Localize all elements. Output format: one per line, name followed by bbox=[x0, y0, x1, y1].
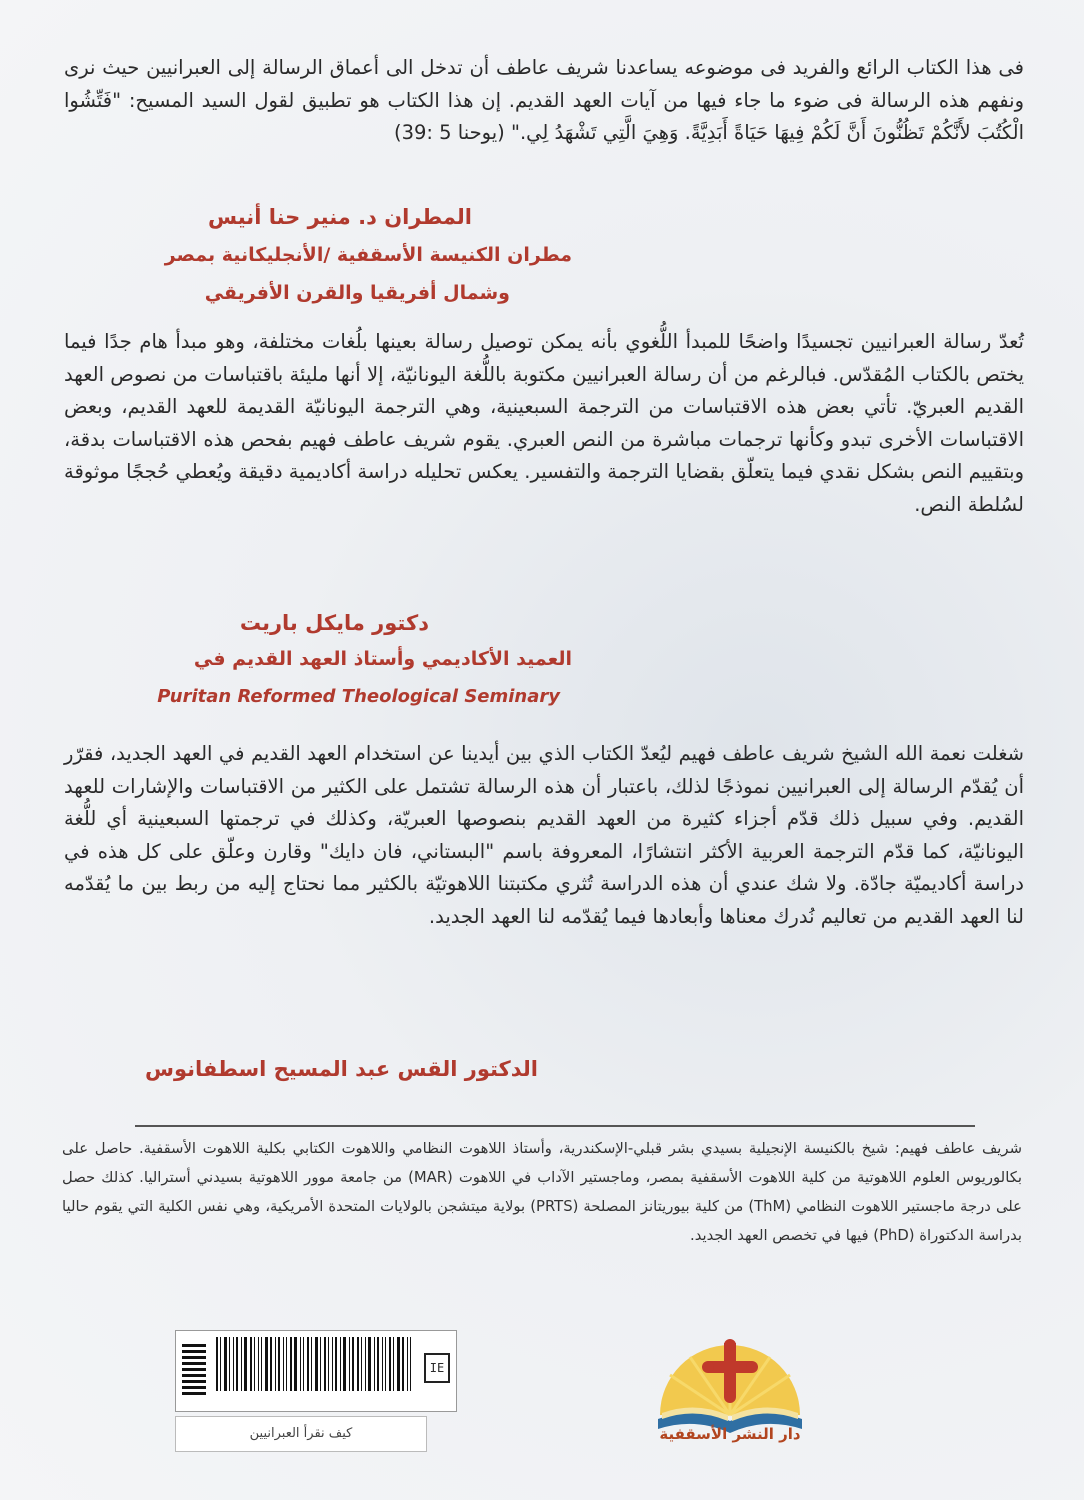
endorsement-1-title-line2: وشمال أفريقيا والقرن الأفريقي bbox=[204, 282, 510, 304]
endorsement-1-text bbox=[64, 52, 1024, 150]
barcode-bar bbox=[294, 1337, 297, 1391]
barcode-bar bbox=[261, 1337, 262, 1391]
barcode-bar bbox=[361, 1337, 362, 1391]
barcode-bar bbox=[315, 1337, 318, 1391]
barcode-bar bbox=[307, 1337, 309, 1391]
barcode-bar bbox=[389, 1337, 391, 1391]
barcode-bar bbox=[397, 1337, 400, 1391]
barcode-bar bbox=[286, 1337, 287, 1391]
barcode-bar bbox=[393, 1337, 394, 1391]
barcode-bar bbox=[410, 1337, 411, 1391]
barcode-bar bbox=[368, 1337, 371, 1391]
barcode-bar bbox=[324, 1337, 326, 1391]
barcode-bar bbox=[265, 1337, 268, 1391]
barcode-bar bbox=[365, 1337, 366, 1391]
barcode-bar bbox=[224, 1337, 227, 1391]
barcode-bar bbox=[278, 1337, 280, 1391]
barcode-bar bbox=[385, 1337, 386, 1391]
barcode-bar bbox=[402, 1337, 404, 1391]
endorsement-2-title-line1: العميد الأكاديمي وأستاذ العهد القديم في bbox=[193, 648, 572, 670]
barcode-bar bbox=[250, 1337, 252, 1391]
barcode bbox=[175, 1330, 457, 1412]
barcode-bar bbox=[407, 1337, 408, 1391]
barcode-bar bbox=[275, 1337, 276, 1391]
author-bio-text: شريف عاطف فهيم: شيخ بالكنيسة الإنجيلية بسيدي بشر قبلي-الإسكندرية، وأستاذ اللاهوت النظامي واللاهوت الكتابي بكلية اللاهوت الأسقفية. حاصل على بكالوريوس العلوم اللاهوتية من كلية اللاهوت الأسقفية بمصر، وماجستير الآداب في اللاهوت (MAR) من جامعة موور اللاهوتية بسيدني أستراليا. كذلك حصل على درجة ماجستير اللاهوت النظامي (ThM) من كلية بيوريتانز المصلحة (PRTS) بولاية ميتشجن بالولايات المتحدة الأمريكية، وهي نفس الكلية التي يقوم حاليا بدراسة الدكتوراة (PhD) فيها في تخصص العهد الجديد. bbox=[62, 1140, 1023, 1244]
endorsement-2-seminary bbox=[80, 680, 560, 714]
barcode-bar bbox=[328, 1337, 329, 1391]
barcode-bar bbox=[241, 1337, 242, 1391]
endorsement-2-author: دكتور مايكل باريت bbox=[239, 611, 429, 635]
endorsement-3-paragraph: شغلت نعمة الله الشيخ شريف عاطف فهيم ليُعدّ الكتاب الذي بين أيدينا عن استخدام العهد القديم في العهد الجديد، فقرّر أن يُقدّم الرسالة إلى العبرانيين نموذجًا لذلك، باعتبار أن هذه الرسالة تشتمل على الكثير من الاقتباسات والإشارات للعهد القديم. وفي سبيل ذلك قدّم أجزاء كثيرة من العهد القديم بنصوصها العبريّة، وكذلك في ترجمتها السبعينية أي للُّغة اليونانيّة، كما قدّم الترجمة العربية الأكثر انتشارًا، المعروفة باسم "البستاني، فان دايك" وقارن وعلّق على كل هذه في دراسة أكاديميّة جادّة. ولا شك عندي أن هذه الدراسة تُثري مكتبتنا اللاهوتيّة بالكثير مما نحتاج إليه من ربط بين ما يُقدّمه لنا العهد القديم من تعاليم نُدرك معناها وأبعادها فيما يُقدّمه لنا العهد الجديد. bbox=[64, 742, 1024, 928]
barcode-bar bbox=[220, 1337, 221, 1391]
endorsement-1-title-2 bbox=[205, 274, 510, 312]
barcode-bar bbox=[343, 1337, 346, 1391]
barcode-bar bbox=[216, 1337, 218, 1391]
barcode-bar bbox=[300, 1337, 301, 1391]
barcode-bar bbox=[244, 1337, 247, 1391]
endorsement-1-paragraph: فى هذا الكتاب الرائع والفريد فى موضوعه يساعدنا شريف عاطف أن تدخل الى أعماق الرسالة إلى العبرانيين حيث نرى ونفهم هذه الرسالة فى ضوء ما جاء فيها من آيات العهد القديم. إن هذا الكتاب هو تطبيق لقول السيد المسيح: "فَتِّشُوا الْكُتُبَ لأَنَّكُمْ تَظُنُّونَ أَنَّ لَكُمْ فِيهَا حَيَاةً أَبَدِيَّةً. وَهِيَ الَّتِي تَشْهَدُ لِي." (يوحنا 5 :39) bbox=[64, 56, 1024, 144]
publisher-logo-icon bbox=[640, 1335, 820, 1465]
barcode-bar bbox=[229, 1337, 230, 1391]
book-title-label: كيف نقرأ العبرانيين bbox=[175, 1416, 427, 1452]
endorsement-2-title-line2: Puritan Reformed Theological Seminary bbox=[157, 686, 560, 707]
endorsement-2-title bbox=[194, 640, 572, 678]
isbn-mark: IE bbox=[424, 1353, 450, 1383]
barcode-bar bbox=[357, 1337, 359, 1391]
barcode-bar bbox=[303, 1337, 304, 1391]
endorsement-2-name bbox=[240, 604, 429, 642]
endorsement-1-author: المطران د. منير حنا أنيس bbox=[208, 205, 472, 229]
barcode-bar bbox=[352, 1337, 354, 1391]
endorsement-2-paragraph: تُعدّ رسالة العبرانيين تجسيدًا واضحًا للمبدأ اللُّغوي بأنه يمكن توصيل رسالة بعينها بلُغات مختلفة، وهو مبدأ هام جدًا فيما يختص بالكتاب المُقدّس. فبالرغم من أن رسالة العبرانيين مكتوبة باللُّغة اليونانيّة، إلا أنها مليئة باقتباسات من نصوص العهد القديم العبريّ. تأتي بعض هذه الاقتباسات من الترجمة السبعينية، وهي الترجمة اليونانيّة القديمة للعهد القديم، وبعض الاقتباسات الأخرى تبدو وكأنها ترجمات مباشرة من النص العبري. يقوم شريف عاطف فهيم بفحص هذه الاقتباسات بدقة، وبتقييم النص بشكل نقدي فيما يتعلّق بقضايا الترجمة والتفسير. يعكس تحليله دراسة أكاديمية دقيقة ويُعطي حُججًا موثوقة لسُلطة النص. bbox=[64, 330, 1024, 516]
barcode-bar bbox=[311, 1337, 312, 1391]
barcode-bar bbox=[254, 1337, 255, 1391]
barcode-bar bbox=[340, 1337, 341, 1391]
barcode-bar bbox=[290, 1337, 292, 1391]
barcode-bar bbox=[270, 1337, 272, 1391]
barcode-bar bbox=[332, 1337, 333, 1391]
barcode-bar bbox=[335, 1337, 337, 1391]
endorsement-1-title bbox=[165, 236, 572, 274]
publisher-name: دار النشر الأسقفية bbox=[659, 1425, 801, 1443]
barcode-bar bbox=[283, 1337, 284, 1391]
barcode-bar bbox=[377, 1337, 379, 1391]
barcode-bar bbox=[258, 1337, 259, 1391]
divider bbox=[135, 1125, 975, 1127]
barcode-bars bbox=[216, 1337, 416, 1391]
barcode-bar bbox=[233, 1337, 234, 1391]
vertical-code bbox=[182, 1341, 206, 1395]
endorsement-1-name bbox=[208, 198, 472, 236]
endorsement-3-author: الدكتور القس عبد المسيح اسطفانوس bbox=[144, 1057, 538, 1081]
author-bio bbox=[62, 1134, 1022, 1250]
barcode-bar bbox=[349, 1337, 350, 1391]
endorsement-2-text bbox=[64, 326, 1024, 521]
barcode-bar bbox=[320, 1337, 321, 1391]
endorsement-3-text bbox=[64, 738, 1024, 933]
endorsement-3-name bbox=[145, 1050, 538, 1088]
endorsement-1-title-line1: مطران الكنيسة الأسقفية /الأنجليكانية بمصر bbox=[164, 244, 572, 266]
barcode-bar bbox=[236, 1337, 238, 1391]
barcode-bar bbox=[382, 1337, 383, 1391]
barcode-bar bbox=[374, 1337, 375, 1391]
